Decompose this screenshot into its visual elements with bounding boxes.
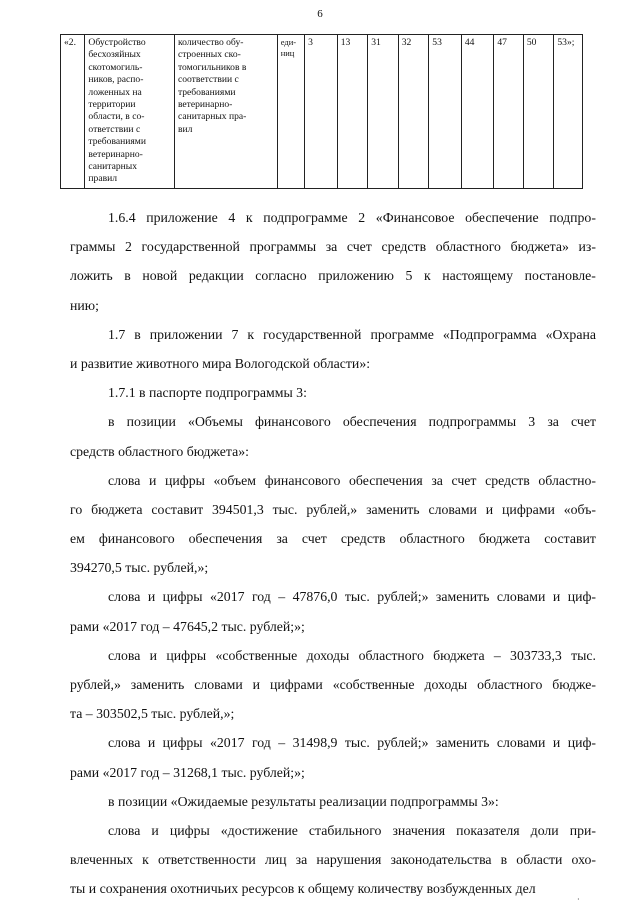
indicator-name-line: территории (88, 99, 136, 111)
paragraph (70, 728, 596, 786)
description-line: количество обу- (177, 37, 244, 48)
value-cell: 44 (461, 35, 494, 189)
paragraph (70, 582, 596, 640)
table-row (61, 35, 583, 189)
indicator-name-line: правил (88, 173, 118, 185)
paragraph (70, 378, 596, 407)
paragraph (70, 641, 596, 729)
description-line: вил (177, 123, 193, 135)
text-line: слова и цифры «собственные доходы областного бюджета – 303733,3 тыс. (108, 647, 596, 663)
indicator-table (60, 34, 583, 189)
indicator-name-line: скотомогиль- (88, 61, 143, 73)
text-line: рами «2017 год – 47645,2 тыс. рублей;»; (70, 618, 305, 634)
description-line: томогильников в (177, 61, 247, 73)
description-line: ветеринарно- (177, 99, 233, 111)
indicator-name-cell (85, 35, 175, 189)
text-line: в позиции «Ожидаемые результаты реализации подпрограммы 3»: (108, 793, 499, 809)
description-line: строенных ско- (177, 49, 241, 61)
paragraph (70, 466, 596, 583)
page-number: 6 (317, 8, 323, 20)
description-line: соответствии с (177, 74, 239, 86)
indicator-name-line: санитарных (88, 161, 138, 173)
value-cell: 32 (398, 35, 429, 189)
text-line: ложить в новой редакции согласно приложению 5 к настоящему постановле- (70, 268, 596, 284)
text-line: ем финансового обеспечения за счет средств областного бюджета составит (70, 531, 596, 547)
text-line: рублей,» заменить словами и цифрами «собственные доходы областного бюдже- (70, 677, 596, 692)
text-line: слова и цифры «достижение стабильного значения показателя доли при- (108, 822, 596, 838)
text-line: в позиции «Объемы финансового обеспечения подпрограммы 3 за счет (108, 414, 596, 430)
description-line: санитарных пра- (177, 111, 247, 123)
indicator-name-line: бесхозяйных (88, 49, 141, 61)
text-line: ты и сохранения охотничьих ресурсов к общему количеству возбужденных дел (70, 881, 536, 897)
text-line: слова и цифры «2017 год – 31498,9 тыс. рублей;» заменить словами и циф- (108, 735, 596, 751)
value-cell: 47 (494, 35, 524, 189)
text-line: го бюджета составит 394501,3 тыс. рублей,» заменить словами и цифрами «объ- (70, 501, 596, 517)
value-cell: 13 (337, 35, 368, 189)
paragraph (70, 203, 596, 320)
text-line: рами «2017 год – 31268,1 тыс. рублей;»; (70, 764, 305, 780)
text-line: средств областного бюджета»: (70, 443, 249, 459)
value-cell: 53 (429, 35, 462, 189)
indicator-name-line: ложенных на (88, 86, 142, 98)
indicator-name-line: Обустройство (88, 37, 146, 48)
value-cell: 50 (523, 35, 554, 189)
text-line: 1.7.1 в паспорте подпрограммы 3: (108, 385, 307, 401)
indicator-name-line: ветеринарно- (88, 148, 143, 160)
unit-line: ниц (280, 48, 295, 58)
indicator-name-line: ников, распо- (88, 74, 144, 86)
text-line: граммы 2 государственной программы за счет средств областного бюджета» из- (70, 239, 596, 255)
paragraph (70, 816, 596, 904)
text-line: 1.7 в приложении 7 к государственной программе «Подпрограмма «Охрана (108, 326, 596, 342)
value-cell: 31 (368, 35, 399, 189)
row-number-cell: «2. (61, 35, 85, 189)
paragraph (70, 407, 596, 465)
document-body (70, 203, 596, 904)
description-line: требованиями (177, 86, 236, 98)
text-line: 394270,5 тыс. рублей,»; (70, 560, 209, 576)
paragraph (70, 320, 596, 378)
text-line: и развитие животного мира Вологодской области»: (70, 355, 371, 371)
indicator-description-cell (174, 35, 277, 189)
paragraph (70, 787, 596, 816)
text-line: влеченных к ответственности лиц за нарушения законодательства в области охо- (70, 852, 596, 868)
text-line: нию; (70, 297, 99, 313)
unit-line: еди- (280, 37, 297, 47)
value-cell: 53»; (554, 35, 583, 189)
text-line: 1.6.4 приложение 4 к подпрограмме 2 «Финансовое обеспечение подпро- (108, 210, 596, 225)
text-line: слова и цифры «2017 год – 47876,0 тыс. рублей;» заменить словами и циф- (108, 589, 596, 605)
value-cell: 3 (305, 35, 338, 189)
text-line: слова и цифры «объем финансового обеспечения за счет средств областно- (108, 472, 596, 488)
scan-dot-mark: · (577, 895, 580, 904)
text-line: та – 303502,5 тыс. рублей,»; (70, 706, 235, 722)
indicator-name-line: требованиями (88, 136, 146, 148)
indicator-name-line: ответствии с (88, 123, 141, 135)
unit-cell (277, 35, 304, 189)
indicator-name-line: области, в со- (88, 111, 145, 123)
